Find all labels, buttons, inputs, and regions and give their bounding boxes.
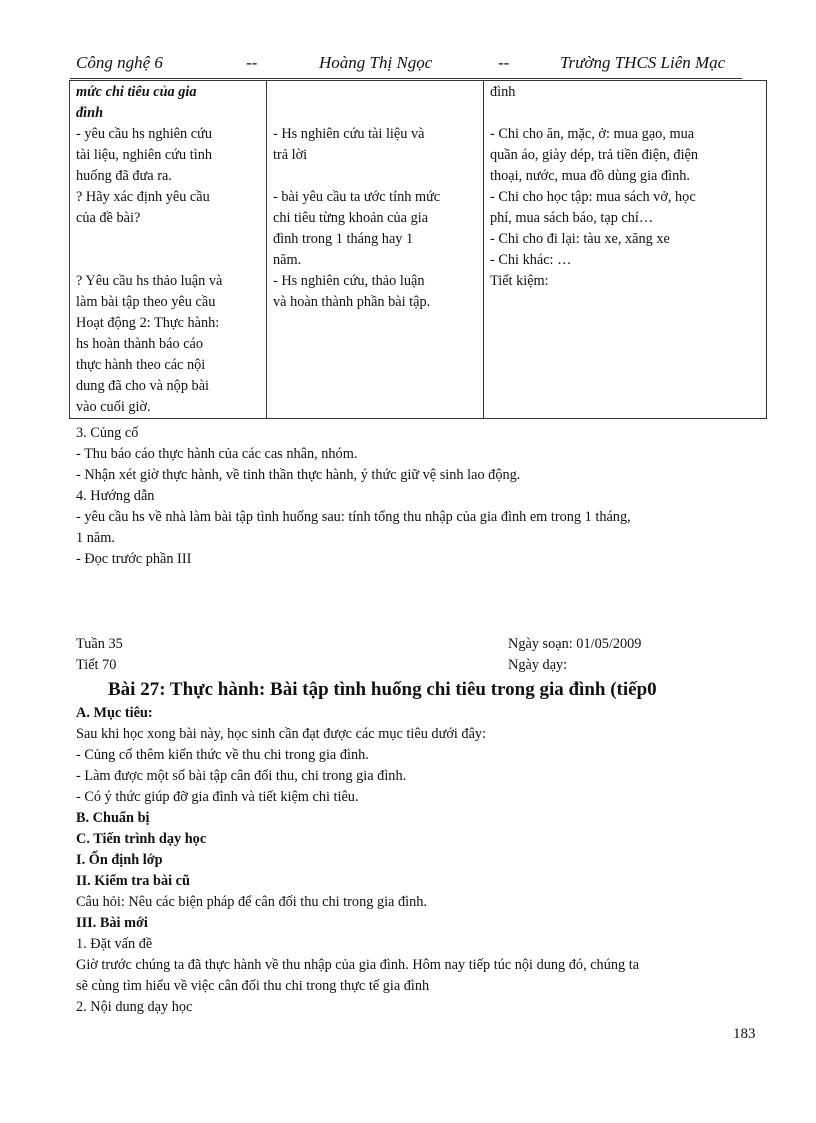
- cell-line: - Chi cho học tập: mua sách vở, học: [490, 189, 696, 205]
- activity-table: [69, 80, 767, 419]
- cell-line: ? Yêu cầu hs thảo luận và: [76, 273, 223, 289]
- lesson-week: Tuần 35: [76, 636, 123, 652]
- lesson-period: Tiết 70: [76, 657, 117, 673]
- page-header: [76, 53, 741, 77]
- text-line: - Thu báo cáo thực hành của các cas nhân, nhóm.: [76, 446, 358, 462]
- cell-line: và hoàn thành phần bài tập.: [273, 294, 431, 310]
- text-line: 4. Hướng dẫn: [76, 488, 155, 504]
- body-line: Giờ trước chúng ta đã thực hành về thu nhập của gia đình. Hôm nay tiếp túc nội dung đó, chúng ta: [76, 957, 640, 973]
- body-line: sẽ cùng tìm hiểu về việc cân đối thu chi trong thực tế gia đình: [76, 978, 430, 994]
- cell-line: - Chi cho ăn, mặc, ở: mua gạo, mua: [490, 126, 695, 142]
- cell-line: đình: [490, 84, 516, 100]
- cell-line: - Chi khác: …: [490, 252, 572, 268]
- header-separator: --: [498, 53, 510, 72]
- cell-line: - Chi cho đi lại: tàu xe, xăng xe: [490, 231, 670, 247]
- cell-line: quần áo, giày dép, trả tiền điện, điện: [490, 147, 699, 163]
- cell-line: làm bài tập theo yêu cầu: [76, 294, 216, 310]
- content-cell: [484, 81, 767, 419]
- cell-line: huống đã đưa ra.: [76, 168, 172, 184]
- page-number: 183: [733, 1026, 756, 1042]
- spacer: [273, 82, 477, 103]
- spacer: [76, 250, 260, 271]
- teach-date: Ngày dạy:: [508, 657, 568, 673]
- text-line: - Đọc trước phần III: [76, 551, 192, 567]
- consolidation-section: [76, 423, 756, 570]
- lesson-body: [76, 703, 766, 1018]
- cell-line: trả lời: [273, 147, 308, 163]
- header-separator: --: [246, 53, 258, 72]
- body-line: C. Tiến trình dạy học: [76, 831, 207, 847]
- cell-line: - bài yêu cầu ta ước tính mức: [273, 189, 441, 205]
- spacer: [76, 229, 260, 250]
- body-line: Sau khi học xong bài này, học sinh cần đạt được các mục tiêu dưới đây:: [76, 726, 487, 742]
- body-line: - Củng cố thêm kiến thức về thu chi trong gia đình.: [76, 747, 369, 763]
- prep-date: Ngày soạn: 01/05/2009: [508, 636, 642, 652]
- cell-heading-line: mức chi tiêu của gia: [76, 84, 197, 100]
- body-line: I. Ổn định lớp: [76, 852, 163, 868]
- cell-line: hs hoàn thành báo cáo: [76, 336, 204, 352]
- cell-heading-line: đình: [76, 105, 104, 121]
- text-line: - yêu cầu hs về nhà làm bài tập tình huống sau: tính tổng thu nhập của gia đình em trong 1 tháng,: [76, 509, 631, 525]
- table-row: [70, 81, 767, 419]
- header-school: Trường THCS Liên Mạc: [560, 53, 726, 72]
- cell-line: dung đã cho và nộp bài: [76, 378, 210, 394]
- cell-line: - yêu cầu hs nghiên cứu: [76, 126, 212, 142]
- cell-line: vào cuối giờ.: [76, 399, 151, 415]
- text-line: 1 năm.: [76, 530, 115, 546]
- body-line: II. Kiểm tra bài cũ: [76, 873, 190, 889]
- body-line: 1. Đặt vấn đề: [76, 936, 153, 952]
- body-line: - Làm được một số bài tập cân đối thu, chi trong gia đình.: [76, 768, 407, 784]
- cell-line: thoại, nước, mua đồ dùng gia đình.: [490, 168, 690, 184]
- body-line: B. Chuẩn bị: [76, 810, 150, 826]
- body-line: - Có ý thức giúp đỡ gia đình và tiết kiệm chi tiêu.: [76, 789, 359, 805]
- cell-line: chi tiêu từng khoản của gia: [273, 210, 429, 226]
- cell-line: của đề bài?: [76, 210, 141, 226]
- cell-line: ? Hãy xác định yêu cầu: [76, 189, 210, 205]
- cell-line: năm.: [273, 252, 302, 268]
- spacer: [273, 166, 477, 187]
- cell-line: - Hs nghiên cứu tài liệu và: [273, 126, 425, 142]
- body-line: III. Bài mới: [76, 915, 148, 931]
- header-rule: [70, 78, 742, 79]
- body-line: A. Mục tiêu:: [76, 705, 153, 721]
- text-line: 3. Củng cố: [76, 425, 139, 441]
- cell-line: tài liệu, nghiên cứu tình: [76, 147, 212, 163]
- spacer: [490, 103, 760, 124]
- lesson-title: Bài 27: Thực hành: Bài tập tình huống chi tiêu trong gia đình (tiếp0: [108, 679, 657, 700]
- cell-line: - Hs nghiên cứu, thảo luận: [273, 273, 425, 289]
- student-activity-cell: [267, 81, 484, 419]
- body-line: Câu hỏi: Nêu các biện pháp để cân đối thu chi trong gia đình.: [76, 894, 427, 910]
- header-teacher: Hoàng Thị Ngọc: [319, 53, 433, 72]
- cell-line: Tiết kiệm:: [490, 273, 549, 289]
- teacher-activity-cell: [70, 81, 267, 419]
- cell-line: đình trong 1 tháng hay 1: [273, 231, 414, 247]
- cell-line: phí, mua sách báo, tạp chí…: [490, 210, 654, 226]
- cell-line: Hoạt động 2: Thực hành:: [76, 315, 220, 331]
- body-line: 2. Nội dung dạy học: [76, 999, 193, 1015]
- text-line: - Nhận xét giờ thực hành, về tinh thần thực hành, ý thức giữ vệ sinh lao động.: [76, 467, 521, 483]
- cell-line: thực hành theo các nội: [76, 357, 206, 373]
- header-subject: Công nghệ 6: [76, 53, 163, 72]
- spacer: [273, 103, 477, 124]
